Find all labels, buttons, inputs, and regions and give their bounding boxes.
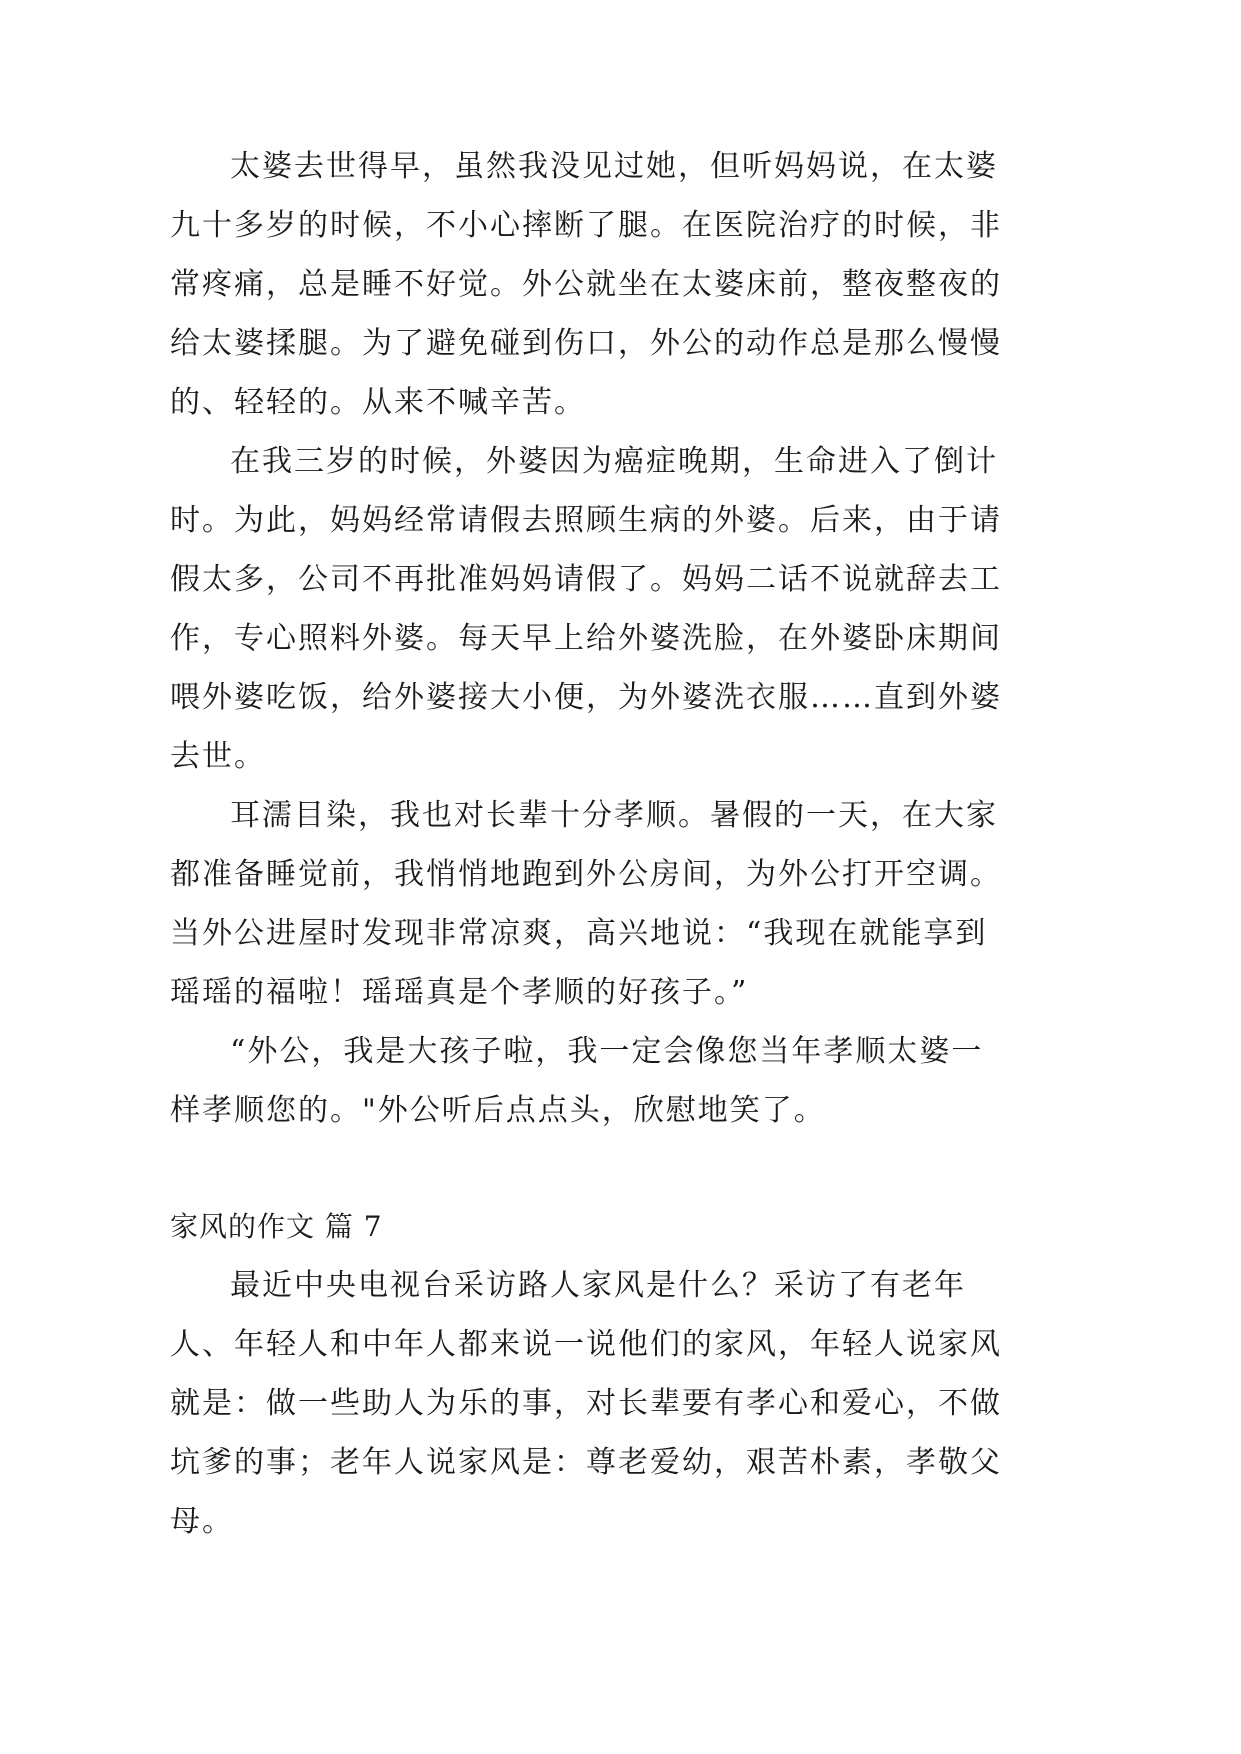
paragraph-line: 作，专心照料外婆。每天早上给外婆洗脸，在外婆卧床期间 [170, 621, 1002, 656]
paragraph-line: 九十多岁的时候，不小心摔断了腿。在医院治疗的时候，非 [170, 208, 1002, 243]
paragraph-line: 假太多，公司不再批准妈妈请假了。妈妈二话不说就辞去工 [170, 562, 1002, 597]
paragraph-line: 喂外婆吃饭，给外婆接大小便，为外婆洗衣服……直到外婆 [170, 680, 1002, 715]
paragraph-line: 人、年轻人和中年人都来说一说他们的家风，年轻人说家风 [170, 1327, 1002, 1362]
paragraph-line: 去世。 [170, 739, 266, 774]
paragraph-line: 母。 [170, 1504, 234, 1539]
paragraph-line: 最近中央电视台采访路人家风是什么？采访了有老年 [230, 1268, 966, 1303]
paragraph-line: 的、轻轻的。从来不喊辛苦。 [170, 385, 586, 420]
paragraph-line: 时。为此，妈妈经常请假去照顾生病的外婆。后来，由于请 [170, 503, 1002, 538]
paragraph-line: 在我三岁的时候，外婆因为癌症晚期，生命进入了倒计 [230, 444, 998, 479]
paragraph-line: 太婆去世得早，虽然我没见过她，但听妈妈说，在太婆 [230, 149, 998, 184]
paragraph-line: 耳濡目染，我也对长辈十分孝顺。暑假的一天，在大家 [230, 798, 998, 833]
paragraph-line: “外公，我是大孩子啦，我一定会像您当年孝顺太婆一 [230, 1034, 984, 1069]
paragraph-line: 常疼痛，总是睡不好觉。外公就坐在太婆床前，整夜整夜的 [170, 267, 1002, 302]
paragraph-line: 瑶瑶的福啦！瑶瑶真是个孝顺的好孩子。” [170, 975, 749, 1010]
section-heading: 家风的作文 篇 7 [170, 1210, 383, 1243]
paragraph-line: 当外公进屋时发现非常凉爽，高兴地说：“我现在就能享到 [170, 916, 988, 951]
paragraph-line: 坑爹的事；老年人说家风是：尊老爱幼，艰苦朴素，孝敬父 [170, 1445, 1002, 1480]
paragraph-line: 都准备睡觉前，我悄悄地跑到外公房间，为外公打开空调。 [170, 857, 1002, 892]
paragraph-line: 给太婆揉腿。为了避免碰到伤口，外公的动作总是那么慢慢 [170, 326, 1002, 361]
paragraph-line: 样孝顺您的。"外公听后点点头，欣慰地笑了。 [170, 1093, 826, 1128]
paragraph-line: 就是：做一些助人为乐的事，对长辈要有孝心和爱心，不做 [170, 1386, 1002, 1421]
